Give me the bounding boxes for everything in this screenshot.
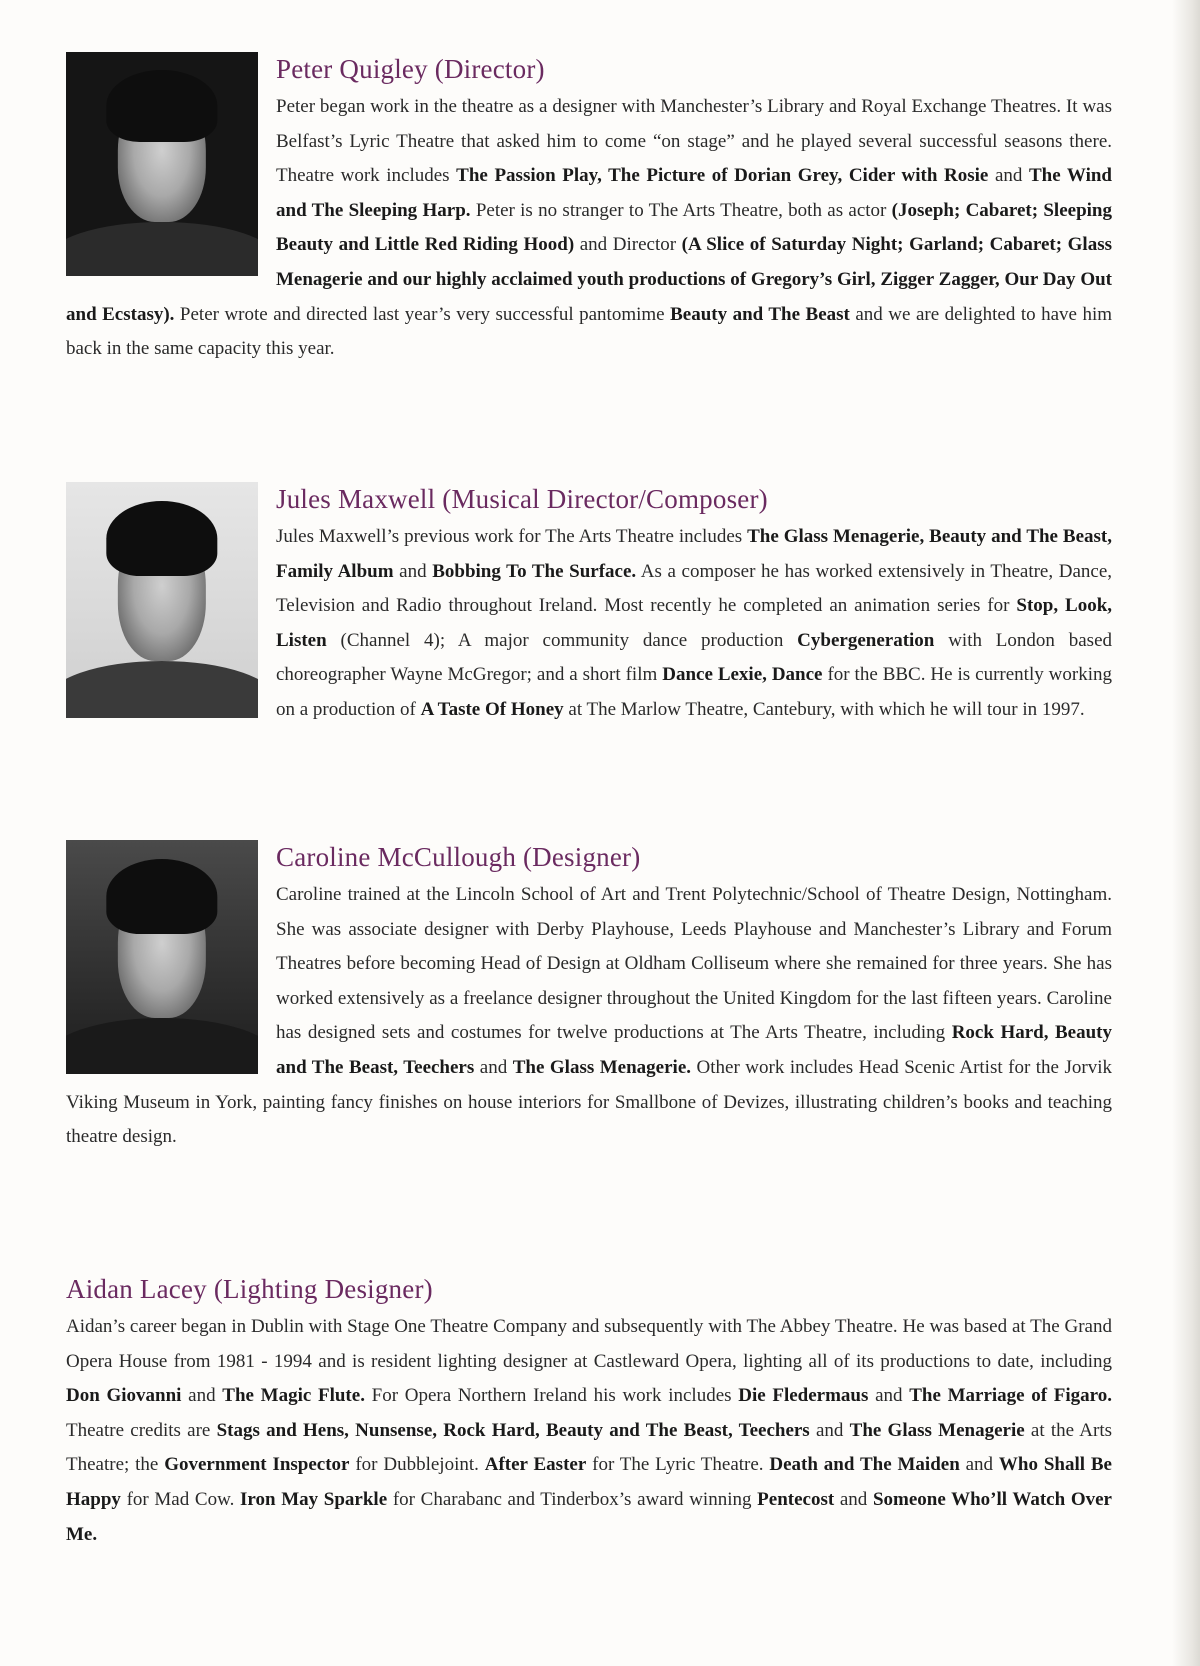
bold-title: A Taste Of Honey (420, 698, 564, 720)
text-run: Peter is no stranger to The Arts Theatre, both as actor (470, 199, 892, 221)
text-run: Peter began work in the theatre as a designer with Manchester’s Library and Royal Exchange Theatres. It was Belfast’s Lyric Theatre that asked him to come “on stage” and he played several successful seasons there. Theatre work includes (276, 96, 1112, 187)
bold-title: The Passion Play, The Picture of Dorian Grey, Cider with Rosie (456, 165, 989, 187)
bio-caroline-mccullough (66, 840, 1112, 1155)
text-run: and (959, 1454, 999, 1476)
text-run: and (868, 1385, 910, 1407)
bold-title: The Glass Menagerie, Beauty and The Beast, Family Album (276, 526, 1113, 582)
bio-heading: Peter Quigley (Director) (276, 54, 545, 84)
bio-heading: Aidan Lacey (Lighting Designer) (66, 1274, 433, 1304)
bold-title: (A Slice of Saturday Night; Garland; Cabaret; Glass Menagerie and our highly acclaimed youth productions of Gregory’s Girl, Zigger Zagger, Our Day Out and Ecstasy). (66, 234, 1112, 325)
bold-title: Cybergeneration (797, 629, 935, 651)
bold-title: Bobbing To The Surface. (432, 560, 637, 582)
text-run: As a composer he has worked extensively in Theatre, Dance, Television and Radio throughout Ireland. Most recently he completed an animation series for (276, 560, 1113, 617)
portrait-photo (66, 52, 258, 276)
bold-title: Don Giovanni (66, 1385, 182, 1407)
bold-title: Death and The Maiden (769, 1454, 960, 1476)
portrait-photo (66, 482, 258, 718)
bio-heading: Caroline McCullough (Designer) (276, 842, 641, 872)
text-run: for Dubblejoint. (349, 1454, 485, 1476)
bold-title: Beauty and The Beast (670, 303, 850, 325)
text-run: at the Arts Theatre; the (66, 1419, 1112, 1476)
bold-title: Who Shall Be Happy (66, 1454, 1112, 1510)
text-run: Peter wrote and directed last year’s very successful pantomime (174, 303, 671, 325)
text-run: and we are delighted to have him back in the same capacity this year. (66, 303, 1113, 360)
bold-title: Stop, Look, Listen (276, 595, 1113, 651)
bio-peter-quigley (66, 52, 1112, 367)
bold-title: Dance Lexie, Dance (662, 664, 823, 686)
bio-aidan-lacey (66, 1272, 1112, 1552)
text-run: Jules Maxwell’s previous work for The Arts Theatre includes (276, 526, 748, 547)
text-run: and (474, 1056, 513, 1078)
text-run: at The Marlow Theatre, Cantebury, with which he will tour in 1997. (563, 698, 1085, 720)
bio-jules-maxwell (66, 482, 1112, 728)
text-run: and (809, 1419, 850, 1441)
text-run: for Charabanc and Tinderbox’s award winning (387, 1488, 758, 1510)
bold-title: The Wind and The Sleeping Harp. (276, 165, 1112, 221)
bold-title: (Joseph; Cabaret; Sleeping Beauty and Little Red Riding Hood) (276, 199, 1112, 256)
text-run: for the BBC. He is currently working on a production of (276, 664, 1112, 720)
bold-title: The Marriage of Figaro. (909, 1385, 1113, 1407)
bold-title: Rock Hard, Beauty and The Beast, Teechers (276, 1022, 1112, 1078)
bold-title: After Easter (484, 1454, 587, 1476)
text-run: and (393, 560, 433, 582)
text-run: with London based choreographer Wayne McGregor; and a short film (276, 629, 1113, 686)
text-run: for Mad Cow. (120, 1488, 240, 1510)
text-run: (Channel 4); A major community dance production (326, 629, 798, 651)
text-run: For Opera Northern Ireland his work includes (364, 1385, 739, 1407)
text-run: Caroline trained at the Lincoln School of Art and Trent Polytechnic/School of Theatre Design, Nottingham. She was associate designer with Derby Playhouse, Leeds Playhouse and Manchester’s Library and Forum Theatres before becoming Head of Design at Oldham Colliseum where she remained for three years. She has worked extensively as a freelance designer throughout the United Kingdom for the last fifteen years. Caroline has designed sets and costumes for twelve productions at The Arts Theatre, including (276, 884, 1112, 1044)
bold-title: Die Fledermaus (738, 1385, 869, 1407)
text-run: and Director (574, 234, 682, 256)
text-run: and (834, 1488, 873, 1510)
bold-title: The Glass Menagerie. (512, 1056, 692, 1078)
bold-title: Someone Who’ll Watch Over Me. (66, 1488, 1112, 1545)
text-run: for The Lyric Theatre. (586, 1454, 770, 1476)
bio-text (66, 1310, 1112, 1552)
bold-title: The Glass Menagerie (849, 1419, 1025, 1441)
text-run: Theatre credits are (66, 1419, 217, 1441)
text-run: Other work includes Head Scenic Artist for the Jorvik Viking Museum in York, painting fancy finishes on house interiors for Smallbone of Devizes, illustrating children’s books and teaching theatre design. (66, 1056, 1112, 1148)
page-gutter (1172, 0, 1200, 1666)
portrait-photo (66, 840, 258, 1074)
bold-title: The Magic Flute. (222, 1385, 365, 1407)
bold-title: Stags and Hens, Nunsense, Rock Hard, Beauty and The Beast, Teechers (216, 1419, 810, 1441)
bold-title: Government Inspector (164, 1454, 350, 1476)
text-run: and (988, 165, 1029, 187)
text-run: and (181, 1385, 223, 1407)
text-run: Aidan’s career began in Dublin with Stage One Theatre Company and subsequently with The Abbey Theatre. He was based at The Grand Opera House from 1981 - 1994 and is resident lighting designer at Castleward Opera, lighting all of its productions to date, including (66, 1316, 1112, 1372)
bio-heading: Jules Maxwell (Musical Director/Composer) (276, 484, 768, 514)
bold-title: Iron May Sparkle (239, 1488, 388, 1510)
bold-title: Pentecost (757, 1488, 835, 1510)
